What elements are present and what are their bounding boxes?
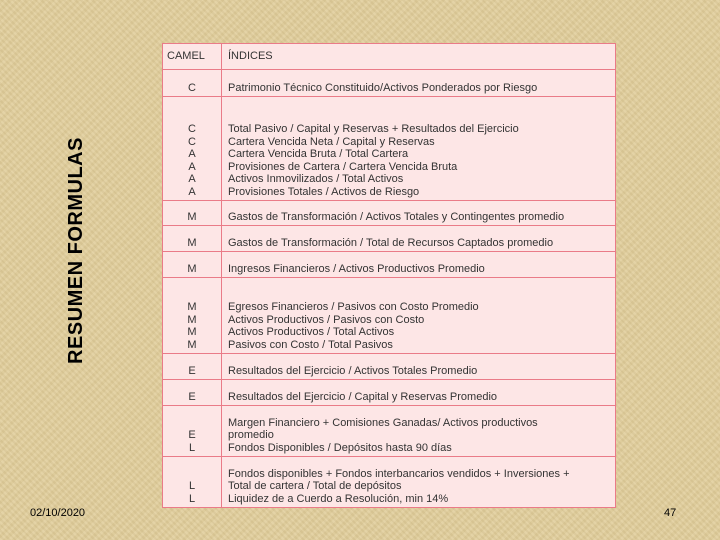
camel-cell bbox=[163, 97, 222, 201]
table-row bbox=[163, 226, 616, 252]
camel-letter: M bbox=[187, 236, 197, 249]
camel-letter: C bbox=[188, 135, 196, 148]
camel-letter: M bbox=[187, 338, 197, 351]
table-row bbox=[163, 97, 616, 201]
index-formula: Provisiones de Cartera / Cartera Vencida Bruta bbox=[228, 160, 458, 173]
index-formula: Activos Productivos / Pasivos con Costo bbox=[228, 313, 425, 326]
table-row bbox=[163, 380, 616, 406]
camel-cell bbox=[163, 252, 222, 278]
camel-letter: A bbox=[188, 173, 196, 185]
camel-letter: M bbox=[187, 210, 197, 223]
index-cell bbox=[222, 457, 616, 508]
camel-cell bbox=[163, 70, 222, 97]
index-formula: Cartera Vencida Neta / Capital y Reservas bbox=[228, 135, 435, 148]
camel-letter: E bbox=[188, 390, 196, 403]
index-cell bbox=[222, 278, 616, 354]
index-formula: Pasivos con Costo / Total Pasivos bbox=[228, 338, 393, 351]
index-formula: promedio bbox=[228, 429, 274, 441]
index-formula: Margen Financiero + Comisiones Ganadas/ Activos productivos bbox=[228, 416, 538, 429]
page-number: 47 bbox=[664, 507, 677, 519]
index-formula: Gastos de Transformación / Activos Totales y Contingentes promedio bbox=[228, 210, 565, 223]
camel-letter: C bbox=[188, 123, 196, 135]
index-formula: Gastos de Transformación / Total de Recursos Captados promedio bbox=[228, 236, 554, 249]
index-formula: Cartera Vencida Bruta / Total Cartera bbox=[228, 148, 409, 160]
index-cell bbox=[222, 70, 616, 97]
index-formula: Patrimonio Técnico Constituido/Activos Ponderados por Riesgo bbox=[228, 81, 538, 94]
index-cell bbox=[222, 354, 616, 380]
index-formula: Fondos disponibles + Fondos interbancarios vendidos + Inversiones + bbox=[228, 467, 570, 480]
camel-letter: M bbox=[187, 262, 197, 275]
index-cell bbox=[222, 252, 616, 278]
camel-letter: A bbox=[188, 148, 196, 160]
camel-letter: L bbox=[188, 480, 196, 492]
camel-cell bbox=[163, 457, 222, 508]
footer-date: 02/10/2020 bbox=[30, 507, 86, 519]
camel-letter: E bbox=[188, 429, 196, 441]
table-row bbox=[163, 457, 616, 508]
index-formula: Egresos Financieros / Pasivos con Costo Promedio bbox=[228, 301, 479, 313]
index-cell bbox=[222, 406, 616, 457]
index-formula: Liquidez de a Cuerdo a Resolución, min 14% bbox=[228, 492, 449, 505]
index-formula: Resultados del Ejercicio / Capital y Reservas Promedio bbox=[228, 390, 498, 403]
index-formula: Provisiones Totales / Activos de Riesgo bbox=[228, 185, 420, 198]
side-title: RESUMEN FORMULAS bbox=[64, 136, 87, 364]
camel-cell bbox=[163, 278, 222, 354]
index-formula: Fondos Disponibles / Depósitos hasta 90 días bbox=[228, 441, 452, 454]
camel-letter: M bbox=[187, 301, 197, 313]
header-indices: ÍNDICES bbox=[222, 44, 616, 70]
header-camel: CAMEL bbox=[163, 44, 222, 70]
table-row bbox=[163, 354, 616, 380]
index-formula: Total Pasivo / Capital y Reservas + Resultados del Ejercicio bbox=[228, 123, 519, 135]
index-formula: Ingresos Financieros / Activos Productivos Promedio bbox=[228, 262, 485, 275]
side-title-container bbox=[50, 40, 102, 460]
table-row bbox=[163, 278, 616, 354]
camel-letter: L bbox=[188, 492, 196, 505]
camel-index-table bbox=[162, 43, 616, 508]
camel-letter: E bbox=[188, 364, 196, 377]
camel-cell bbox=[163, 201, 222, 226]
camel-letter: C bbox=[188, 81, 196, 94]
camel-cell bbox=[163, 354, 222, 380]
camel-cell bbox=[163, 226, 222, 252]
camel-letter: A bbox=[188, 160, 196, 173]
table-row bbox=[163, 70, 616, 97]
index-cell bbox=[222, 226, 616, 252]
index-formula: Resultados del Ejercicio / Activos Totales Promedio bbox=[228, 364, 478, 377]
index-formula: Activos Productivos / Total Activos bbox=[228, 326, 395, 338]
table-row bbox=[163, 406, 616, 457]
index-cell bbox=[222, 201, 616, 226]
camel-letter: A bbox=[188, 185, 196, 198]
index-cell bbox=[222, 97, 616, 201]
table-row bbox=[163, 252, 616, 278]
camel-cell bbox=[163, 406, 222, 457]
index-formula: Activos Inmovilizados / Total Activos bbox=[228, 173, 404, 185]
camel-letter: M bbox=[187, 313, 197, 326]
index-cell bbox=[222, 380, 616, 406]
camel-cell bbox=[163, 380, 222, 406]
index-formula: Total de cartera / Total de depósitos bbox=[228, 480, 402, 492]
camel-letter: M bbox=[187, 326, 197, 338]
table-row bbox=[163, 201, 616, 226]
table-header-row bbox=[163, 44, 616, 70]
camel-letter: L bbox=[188, 441, 196, 454]
